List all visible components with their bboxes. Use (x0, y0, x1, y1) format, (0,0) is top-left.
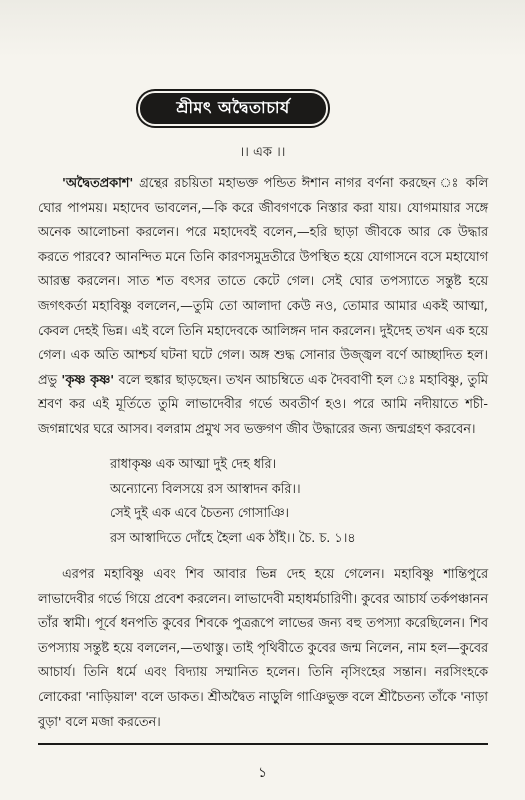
footer-divider (38, 743, 488, 745)
verse-block (110, 453, 500, 551)
paragraph-2-text: এরপর মহাবিষ্ণু এবং শিব আবার ভিন্ন দেহ হয়ে গেলেন। মহাবিষ্ণু শান্তিপুরে লাভাদেবীর গর্ভে গিয়ে প্রবেশ করলেন। লাভাদেবী মহাধর্মচারিণী। কুবের আচার্য তর্কপঞ্চানন তাঁর স্বামী। পূর্বে ধনপতি কুবের শিবকে পুত্ররূপে লাভের জন্য বহু তপস্যা করেছিলেন। শিব তপস্যায় সন্তুষ্ট হয়ে বললেন,—তথাস্তু। তাই পৃথিবীতে কুবের জন্ম নিলেন, নাম হল—কুবের আচার্য। তিনি ধর্মে এবং বিদ্যায় সম্মানিত হলেন। তিনি নৃসিংহের সন্তান। নরসিংহকে লোকেরা 'নাড়িয়াল' বলে ডাকত। শ্রীঅদ্বৈত নাড়ুলি গাঞিভুক্ত বলে শ্রীচৈতন্য তাঁকে 'নাড়া বুড়া' বলে মজা করতেন। (38, 567, 488, 730)
chant-text: 'কৃষ্ণ কৃষ্ণ' (61, 372, 115, 388)
paragraph-2 (38, 563, 488, 735)
chapter-title: শ্রীমৎ অদ্বৈতাচার্য (176, 98, 290, 117)
verse-line: সেই দুই এক এবে চৈতন্য গোসাঞি। (110, 506, 289, 522)
chapter-number: ।। এক ।। (239, 145, 286, 160)
book-title-text: 'অদ্বৈতপ্রকাশ' (62, 176, 134, 191)
verse-line: রস আস্বাদিতে দোঁহে হৈলা এক ঠাঁই।। চৈ. চ. ১।৪ (110, 530, 356, 546)
paragraph-1-text-a: গ্রন্থের রচয়িতা মহাভক্ত পন্ডিত ঈশান নাগর বর্ণনা করছেন ঃ কলি ঘোর পাপময়। মহাদেব ভাবলেন,—কি করে জীবগণকে নিস্তার করা যায়। যোগমায়ার সঙ্গে অনেক আলোচনা করলেন। পরে মহাদেবই বলেন,—হরি ছাড়া জীবকে আর কে উদ্ধার করতে পারবে? আনন্দিত মনে তিনি কারণসমুদ্রতীরে উপস্থিত হয়ে যোগাসনে বসে মহাযোগ আরম্ভ করলেন। সাত শত বৎসর তাতে কেটে গেল। সেই ঘোর তপস্যাতে সন্তুষ্ট হয়ে জগৎকর্তা মহাবিষ্ণু বললেন,—তুমি তো আলাদা কেউ নও, তোমার আমার একই আত্মা, কেবল দেহই ভিন্ন। এই বলে তিনি মহাদেবকে আলিঙ্গন দান করলেন। দুইদেহ তখন এক হয়ে গেল। এক অতি আশ্চর্য ঘটনা ঘটে গেল। অঙ্গ শুদ্ধ সোনার উজ্জ্বল বর্ণে আচ্ছাদিত হল। প্রভু (38, 176, 488, 388)
verse-line: অন্যোন্যে বিলসয়ে রস আস্বাদন করি।। (110, 481, 301, 497)
paragraph-1 (38, 172, 488, 443)
page-number: ১ (257, 765, 268, 781)
chapter-title-banner (140, 93, 326, 124)
paragraph-1-text-b: বলে হুঙ্কার ছাড়ছেন। তখন আচম্বিতে এক দৈববাণী হল ঃ মহাবিষ্ণু, তুমি শ্রবণ কর এই মূর্তিতে তুমি লাভাদেবীর গর্ভে অবতীর্ণ হও। পরে আমি নদীয়াতে শচী-জগন্নাথের ঘরে আসব। বলরাম প্রমুখ সব ভক্তগণ জীব উদ্ধারের জন্য জন্মগ্রহণ করবেন। (38, 372, 488, 437)
verse-line: রাধাকৃষ্ণ এক আত্মা দুই দেহ ধরি। (110, 457, 277, 472)
page-top-shade (0, 0, 525, 58)
